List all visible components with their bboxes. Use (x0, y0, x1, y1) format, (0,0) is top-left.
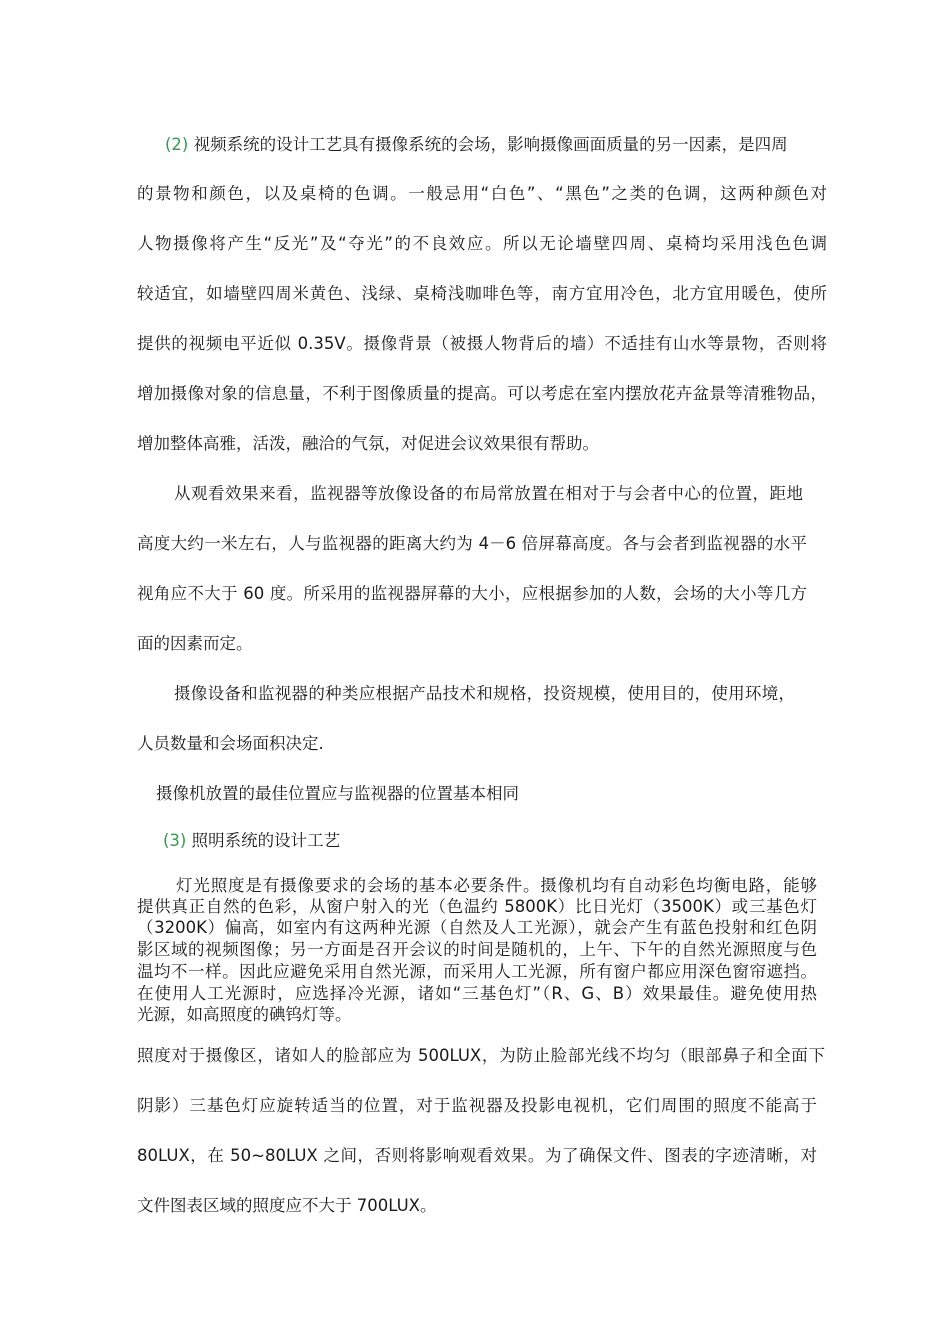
text-line: 阴影）三基色灯应旋转适当的位置，对于监视器及投影电视机，它们周围的照度不能高于 (137, 1096, 817, 1115)
text-line: 文件图表区域的照度应不大于 700LUX。 (137, 1196, 437, 1215)
section-2-number: (2) (165, 135, 189, 154)
text-line: 影区域的视频图像；另一方面是召开会议的时间是随机的，上午、下午的自然光源照度与色 (137, 940, 817, 959)
text-line: 增加摄像对象的信息量，不利于图像质量的提高。可以考虑在室内摆放花卉盆景等清雅物品， (137, 384, 827, 403)
text-line: 提供的视频电平近似 0.35V。摄像背景（被摄人物背后的墙）不适挂有山水等景物，否则将 (137, 334, 827, 353)
text-line: 照度对于摄像区，诸如人的脸部应为 500LUX，为防止脸部光线不均匀（眼部鼻子和全面下 (137, 1046, 825, 1065)
section-3-heading (163, 831, 340, 851)
text-line: 人员数量和会场面积决定. (137, 734, 324, 753)
text-line: 增加整体高雅，活泼，融洽的气氛，对促进会议效果很有帮助。 (137, 434, 599, 453)
text-line: 视角应不大于 60 度。所采用的监视器屏幕的大小，应根据参加的人数，会场的大小等几方 (137, 584, 807, 603)
text-line: 80LUX，在 50~80LUX 之间，否则将影响观看效果。为了确保文件、图表的字迹清晰，对 (137, 1146, 817, 1165)
text-line: 在使用人工光源时，应选择冷光源，诸如“三基色灯”（R、G、B）效果最佳。避免使用热 (137, 984, 817, 1003)
text-line: 较适宜，如墙壁四周米黄色、浅绿、桌椅浅咖啡色等，南方宜用冷色，北方宜用暖色，使所 (137, 284, 827, 303)
text-line: 视频系统的设计工艺具有摄像系统的会场，影响摄像画面质量的另一因素，是四周 (193, 135, 788, 154)
text-line: 高度大约一米左右，人与监视器的距离大约为 4－6 倍屏幕高度。各与会者到监视器的水平 (137, 534, 807, 553)
text-line: 提供真正自然的色彩，从窗户射入的光（色温约 5800K）比日光灯（3500K）或三基色灯 (137, 897, 817, 916)
section-3-title: 照明系统的设计工艺 (191, 831, 341, 850)
text-line: 的景物和颜色，以及桌椅的色调。一般忌用“白色”、“黑色”之类的色调，这两种颜色对 (137, 184, 827, 203)
text-line: 人物摄像将产生“反光”及“夺光”的不良效应。所以无论墙壁四周、桌椅均采用浅色色调 (137, 234, 827, 253)
text-line: 灯光照度是有摄像要求的会场的基本必要条件。摄像机均有自动彩色均衡电路，能够 (176, 876, 817, 895)
text-line: （3200K）偏高，如室内有这两种光源（自然及人工光源），就会产生有蓝色投射和红色阴 (137, 918, 817, 937)
text-line: 摄像机放置的最佳位置应与监视器的位置基本相同 (156, 784, 519, 803)
text-line: 从观看效果来看，监视器等放像设备的布局常放置在相对于与会者中心的位置，距地 (174, 484, 803, 503)
text-line: 摄像设备和监视器的种类应根据产品技术和规格，投资规模，使用目的，使用环境， (174, 684, 795, 703)
text-line: 温均不一样。因此应避免采用自然光源，而采用人工光源，所有窗户都应用深色窗帘遮挡。 (137, 962, 817, 981)
text-line: 面的因素而定。 (137, 634, 253, 653)
section-2-first-line (165, 135, 810, 155)
text-line: 光源，如高照度的碘钨灯等。 (137, 1005, 352, 1024)
section-3-number: (3) (163, 831, 187, 850)
